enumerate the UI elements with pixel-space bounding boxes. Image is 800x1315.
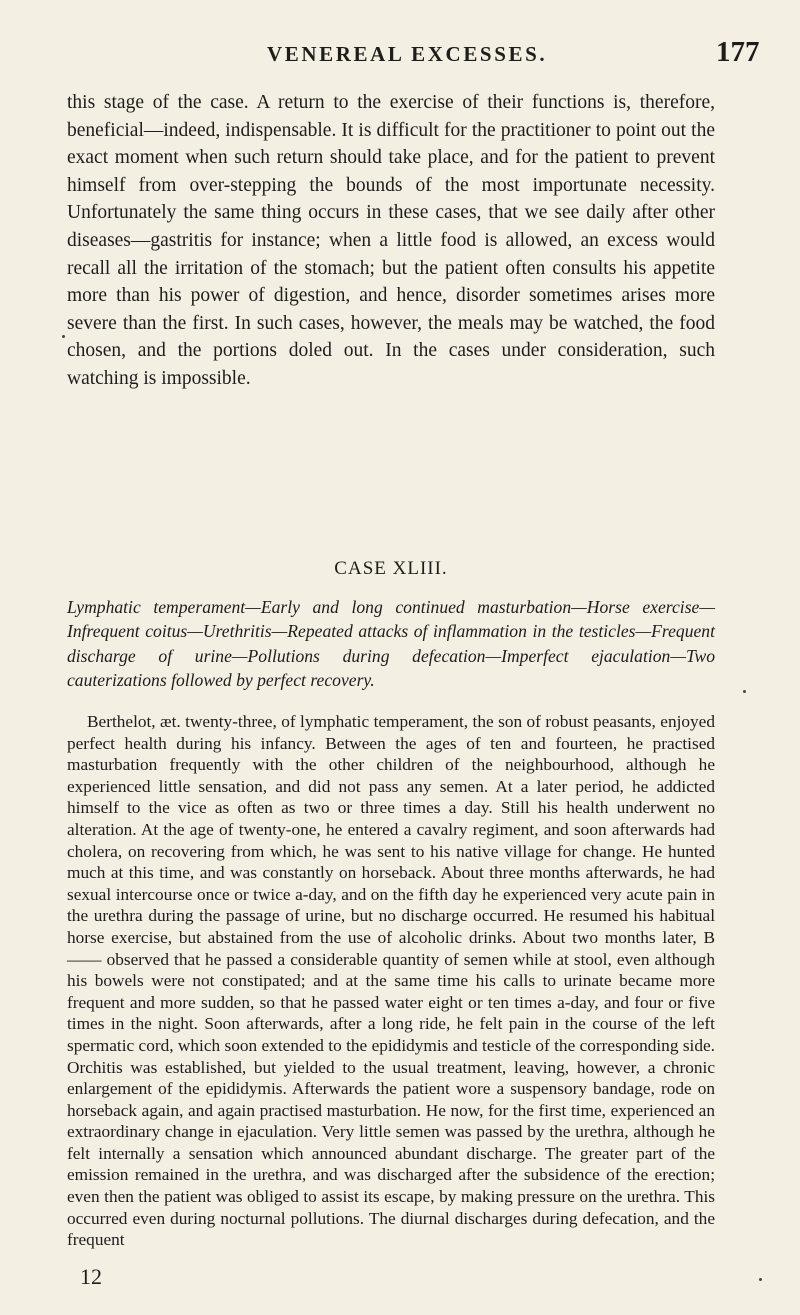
page-number: 177 <box>716 36 760 68</box>
intro-paragraph: this stage of the case. A return to the exercise of their functions is, therefore, beneficial—indeed, indispensable. It is difficult for the practitioner to point out the exact moment when such return should take place, and for the patient to prevent himself from over-stepping the bounds of the most importunate necessity. Unfortunately the same thing occurs in these cases, that we see daily after other diseases—gastritis for instance; when a little food is allowed, an excess would recall all the irritation of the stomach; but the patient often consults his appetite more than his power of digestion, and hence, disorder sometimes arises more severe than the first. In such cases, however, the meals may be watched, the food chosen, and the portions doled out. In the cases under consideration, such watching is impossible. <box>67 92 715 389</box>
case-heading: CASE XLIII. <box>334 558 448 579</box>
scan-speck <box>759 1278 762 1281</box>
running-head-title: VENEREAL EXCESSES. <box>267 42 548 66</box>
scan-speck <box>62 335 65 338</box>
signature-mark: 12 <box>80 1264 102 1289</box>
case-summary: Lymphatic temperament—Early and long continued masturbation—Horse exercise—Infrequent coitus—Urethritis—Repeated attacks of inflammation in the testicles—Frequent discharge of urine—Pollutions during defecation—Imperfect ejaculation—Two cauterizations followed by perfect recovery. <box>67 597 715 691</box>
case-body: Berthelot, æt. twenty-three, of lymphatic temperament, the son of robust peasants, enjoyed perfect health during his infancy. Between the ages of ten and fourteen, he practised masturbation frequently with the other children of the neighbourhood, although he experienced little sensation, and did not pass any semen. At a later period, he addicted himself to the vice as often as two or three times a day. Still his health underwent no alteration. At the age of twenty-one, he entered a cavalry regiment, and soon afterwards had cholera, on recovering from which, he was sent to his native village for change. He hunted much at this time, and was constantly on horseback. About three months afterwards, he had sexual intercourse once or twice a-day, and on the fifth day he experienced very acute pain in the urethra during the passage of urine, but no discharge occurred. He resumed his habitual horse exercise, but abstained from the use of alcoholic drinks. About two months later, B—— observed that he passed a considerable quantity of semen while at stool, even although his bowels were not constipated; and at the same time his calls to urinate became more frequent and more sudden, so that he passed water eight or ten times a-day, and four or five times in the night. Soon afterwards, after a long ride, he felt pain in the course of the left spermatic cord, which soon extended to the epididymis and testicle of the corresponding side. Orchitis was established, but yielded to the usual treatment, leaving, however, a chronic enlargement of the epididymis. Afterwards the patient wore a suspensory bandage, rode on horseback again, and again practised masturbation. He now, for the first time, experienced an extraordinary change in ejaculation. Very little semen was passed by the urethra, although he felt internally a sensation which announced abundant discharge. The greater part of the emission remained in the urethra, and was discharged after the subsidence of the erection; even then the patient was obliged to assist its escape, by making pressure on the urethra. This occurred even during nocturnal pollutions. The diurnal discharges during defecation, and the frequent <box>67 712 715 1250</box>
scan-speck <box>743 690 746 693</box>
